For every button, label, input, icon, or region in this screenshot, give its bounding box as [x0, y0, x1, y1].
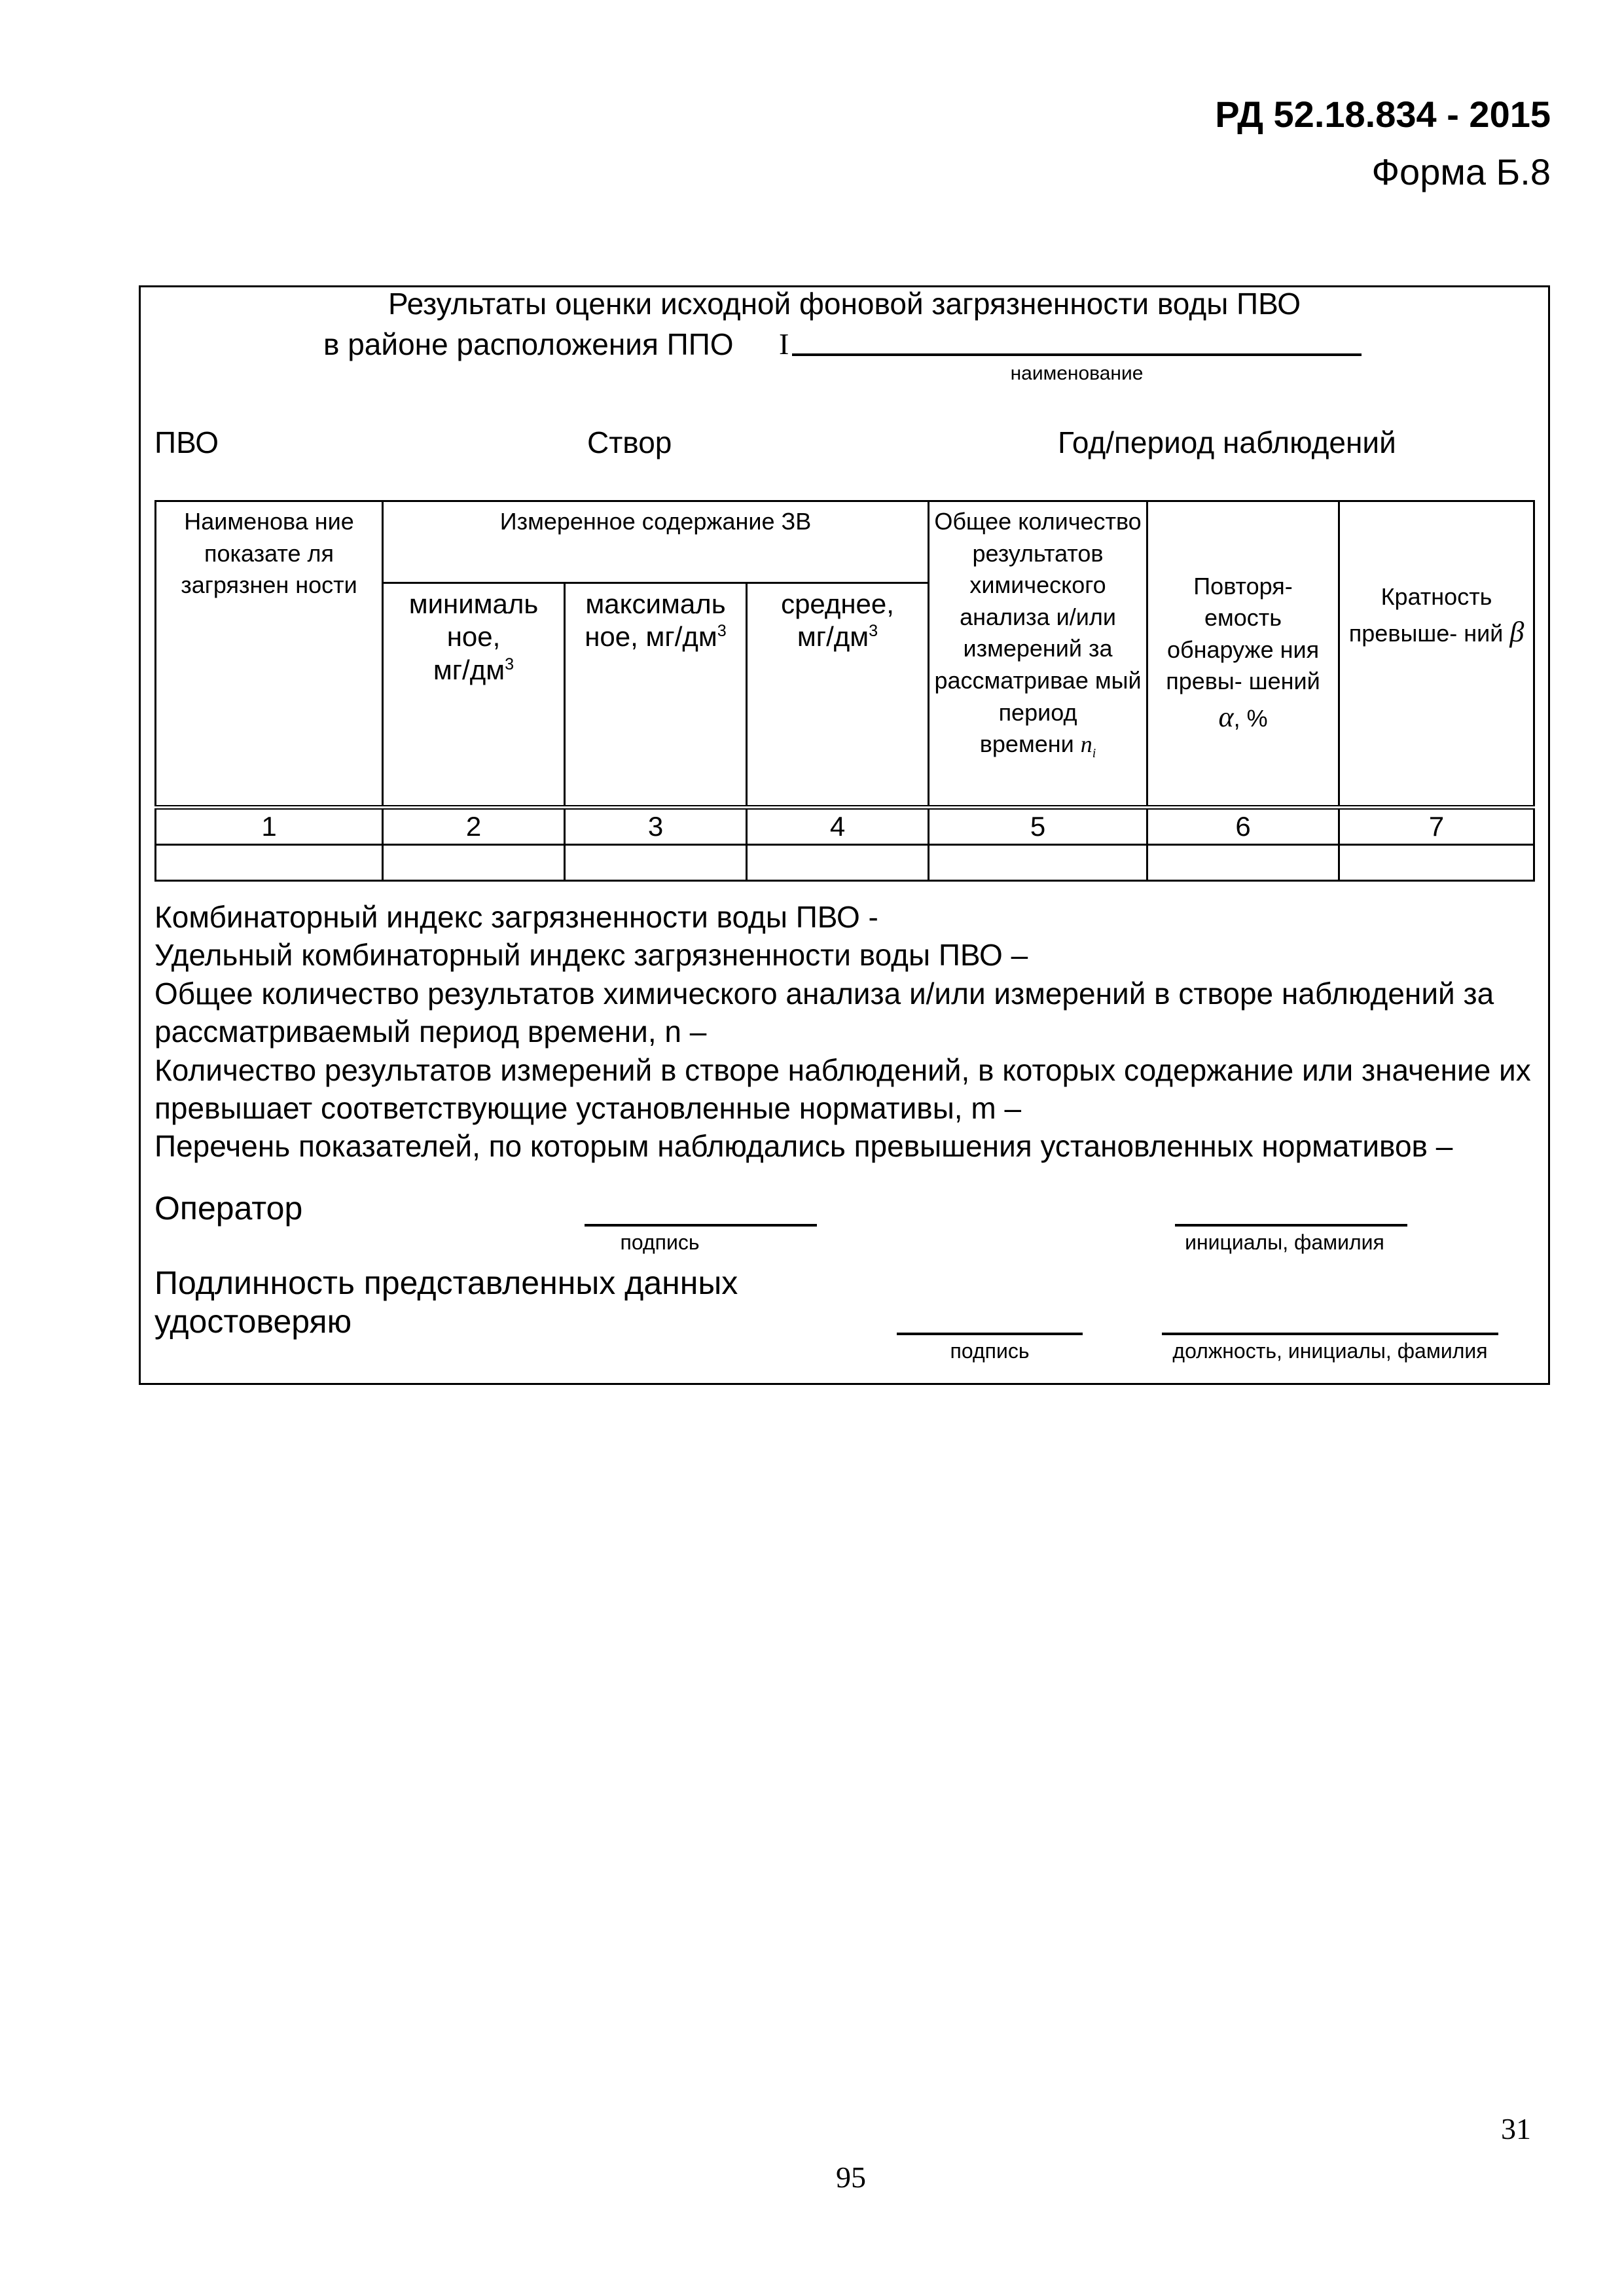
- data-cell[interactable]: [1339, 845, 1534, 881]
- page-number-center: 95: [836, 2161, 866, 2194]
- col-header-average: [747, 583, 929, 808]
- column-number: 6: [1147, 808, 1339, 845]
- col1-header-text: Наименова ние показате ля загрязнен ности: [181, 508, 357, 599]
- col-header-maximum: [565, 583, 747, 808]
- form-title-line1: Результаты оценки исходной фоновой загрязненности воды ПВО: [388, 287, 1301, 321]
- operator-signature-line[interactable]: [585, 1224, 817, 1227]
- name-caption: наименование: [1010, 363, 1144, 384]
- min-unit-sup: 3: [505, 655, 514, 673]
- page-number-right: 31: [1501, 2112, 1531, 2145]
- ni-symbol: $n_i$: [1080, 731, 1096, 761]
- col-header-total-results: [929, 501, 1147, 808]
- note-exceedances-count-cont: превышает соответствующие установленные нормативы, m –: [154, 1091, 1022, 1126]
- document-code: РД 52.18.834 - 2015: [1215, 94, 1551, 135]
- authenticity-name-line[interactable]: [1162, 1333, 1498, 1335]
- note-exceedance-list: Перечень показателей, по которым наблюдались превышения установленных нормативов –: [154, 1129, 1453, 1164]
- data-cell[interactable]: [383, 845, 565, 881]
- form-title-roman: I: [779, 327, 789, 361]
- authenticity-name-caption: должность, инициалы, фамилия: [1172, 1339, 1488, 1363]
- col5-header-text: Общее количество результатов химического анализа и/или измерений за рассматривае мый период: [934, 508, 1142, 726]
- alpha-symbol: α: [1218, 700, 1234, 733]
- avg-unit-sup: 3: [869, 622, 878, 641]
- data-cell[interactable]: [929, 845, 1147, 881]
- max-unit: мг/дм: [645, 621, 717, 653]
- min-text: минималь ное,: [408, 588, 539, 653]
- data-cell[interactable]: [747, 845, 929, 881]
- column-number: 7: [1339, 808, 1534, 845]
- col6-unit: , %: [1233, 704, 1268, 732]
- note-combinatorial-index: Комбинаторный индекс загрязненности воды ПВО -: [154, 900, 878, 934]
- authenticity-signature-caption: подпись: [950, 1339, 1030, 1363]
- note-specific-index: Удельный комбинаторный индекс загрязненности воды ПВО –: [154, 938, 1028, 973]
- data-cell[interactable]: [565, 845, 747, 881]
- authenticity-label-line1: Подлинность представленных данных: [154, 1265, 738, 1301]
- col7-header-text: Кратность превыше- ний: [1348, 583, 1504, 647]
- authenticity-label-line2: удостоверяю: [154, 1303, 352, 1340]
- note-exceedances-count: Количество результатов измерений в створе наблюдений, в которых содержание или значение их: [154, 1052, 1531, 1087]
- col5-tail: времени: [979, 730, 1074, 758]
- results-table: [154, 500, 1535, 882]
- name-input-line[interactable]: [792, 353, 1362, 356]
- max-unit-sup: 3: [717, 622, 727, 641]
- max-text: максималь ное,: [585, 588, 726, 653]
- col6-header-text: Повторя- емость обнаруже ния превы- шений: [1166, 572, 1320, 695]
- authenticity-signature-line[interactable]: [897, 1333, 1083, 1335]
- col-header-multiplicity: [1339, 501, 1534, 808]
- avg-unit: мг/дм: [797, 621, 869, 653]
- note-total-results: Общее количество результатов химического анализа и/или измерений в створе наблюдений за: [154, 976, 1494, 1011]
- operator-name-line[interactable]: [1175, 1224, 1407, 1227]
- column-number: 2: [383, 808, 565, 845]
- min-unit: мг/дм: [433, 654, 505, 685]
- label-observation-period: Год/период наблюдений: [1058, 425, 1396, 459]
- beta-symbol: β: [1509, 616, 1525, 649]
- data-cell[interactable]: [1147, 845, 1339, 881]
- group-header-text: Измеренное содержание ЗВ: [499, 508, 812, 535]
- column-number: 5: [929, 808, 1147, 845]
- form-title-line2: в районе расположения ППО: [323, 327, 734, 361]
- avg-text: среднее,: [781, 588, 894, 619]
- label-pvo: ПВО: [154, 425, 219, 459]
- column-number: 4: [747, 808, 929, 845]
- column-number: 1: [156, 808, 383, 845]
- operator-name-caption: инициалы, фамилия: [1185, 1230, 1384, 1254]
- notes-block: [154, 898, 1542, 1166]
- operator-label: Оператор: [154, 1190, 303, 1227]
- form-label: Форма Б.8: [1371, 151, 1551, 192]
- label-stvor: Створ: [587, 425, 672, 459]
- col-header-minimum: [383, 583, 565, 808]
- col-header-repeatability: [1147, 501, 1339, 808]
- col-header-indicator-name: [156, 501, 383, 808]
- operator-signature-caption: подпись: [620, 1230, 700, 1254]
- column-number: 3: [565, 808, 747, 845]
- col-header-measured-group: [383, 501, 929, 583]
- data-cell[interactable]: [156, 845, 383, 881]
- note-total-results-cont: рассматриваемый период времени, n –: [154, 1014, 707, 1049]
